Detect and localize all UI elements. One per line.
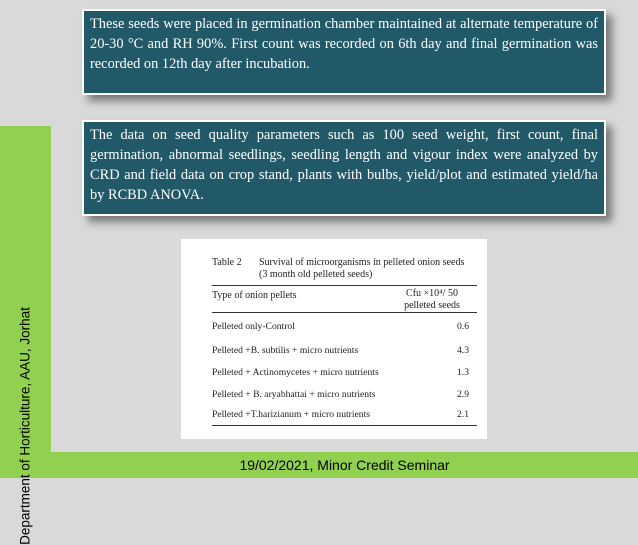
pellet-type-cell: Pelleted + B. aryabhattai + micro nutrients [212,389,376,400]
col-header-cfu-line2: pelleted seeds [404,300,460,311]
table-caption [212,257,477,281]
cfu-value-cell: 2.9 [457,389,469,400]
cfu-value-cell: 2.1 [457,409,469,420]
survival-table-figure [181,239,487,439]
table-subtitle: (3 month old pelleted seeds) [259,269,373,280]
sidebar-band [0,126,51,545]
footer-label: 19/02/2021, Minor Credit Seminar [239,457,450,473]
data-analysis-text: The data on seed quality parameters such as 100 seed weight, first count, final germination, abnormal seedlings, seedling length and vigour index were analyzed by CRD and field data on crop stand, plants with bulbs, yield/plot and estimated yield/ha by RCBD ANOVA. [90,127,598,203]
table-bottom-rule [212,425,477,426]
col-header-cfu-line1: Cfu ×10⁴/ 50 [406,288,458,299]
cfu-value-cell: 4.3 [457,345,469,356]
table-row [212,389,477,401]
table-header-rule [212,312,477,313]
table-label: Table 2 [212,257,242,268]
col-header-cfu [393,288,471,312]
table-row [212,321,477,333]
pellet-type-cell: Pelleted only-Control [212,321,295,332]
cfu-value-cell: 1.3 [457,367,469,378]
table-title: Survival of microorganisms in pelleted onion seeds [259,257,465,268]
germination-method-panel [82,9,606,95]
cfu-value-cell: 0.6 [457,321,469,332]
pellet-type-cell: Pelleted + Actinomycetes + micro nutrients [212,367,379,378]
data-analysis-panel [82,120,606,216]
germination-method-text: These seeds were placed in germination chamber maintained at alternate temperature of 20-30 °C and RH 90%. First count was recorded on 6th day and final germination was recorded on 12th day after incubation. [90,16,598,72]
department-label: Department of Horticulture, AAU, Jorhat [17,307,33,545]
footer-band [51,452,638,478]
table-row [212,345,477,357]
table-top-rule [212,285,477,286]
pellet-type-cell: Pelleted +B. subtilis + micro nutrients [212,345,359,356]
table-row [212,409,477,421]
pellet-type-cell: Pelleted +T.harizianum + micro nutrients [212,409,370,420]
table-row [212,367,477,379]
col-header-type: Type of onion pellets [212,290,297,301]
